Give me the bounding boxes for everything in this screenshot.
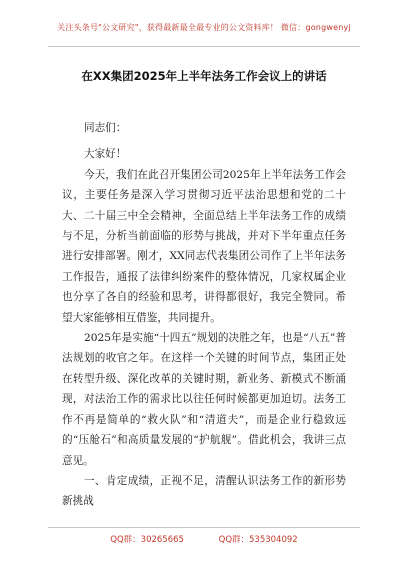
paragraph-1: 今天，我们在此召开集团公司2025年上半年法务工作会议，主要任务是深入学习贯彻习近平法治思想和党的二十大、二十届三中全会精神，全面总结上半年法务工作的成绩与不足，分析当前面临的形势与挑战，并对下半年重点任务进行安排部署。刚才，XX同志代表集团公司作了上半年法务工作报告，通报了法律纠纷案件的整体情况，几家权属企业也分享了各自的经验和思考，讲得都很好，我完全赞同。希望大家能够相互借鉴，共同提升。 (62, 168, 346, 324)
header-banner: 关注头条号"公文研究"，获得最新最全最专业的公文资料库！ 微信：gongwenyj (57, 23, 351, 32)
document-body (62, 118, 346, 512)
salutation: 同志们： (84, 122, 127, 134)
footer (0, 533, 408, 545)
section-heading-1: 一、肯定成绩，正视不足，清醒认识法务工作的新形势新挑战 (62, 474, 346, 508)
footer-qq-group-1: QQ群：30265665 (110, 535, 184, 545)
paragraph-2: 2025年是实施“十四五”规划的决胜之年，也是“八五”普法规划的收官之年。在这样一个关键的时间节点，集团正处在转型升级、深化改革的关键时期，新业务、新模式不断涌现，对法治工作的需求比以往任何时候都更加迫切。法务工作不再是简单的“救火队”和“清道夫”，而是企业行稳致远的“压舱石”和高质量发展的“护航舰”。借此机会，我讲三点意见。 (62, 332, 346, 467)
greeting: 大家好！ (84, 148, 127, 161)
document-title: 在XX集团2025年上半年法务工作会议上的讲话 (81, 69, 327, 83)
footer-qq-group-2: QQ群：535304092 (218, 535, 298, 545)
header-divider (48, 46, 360, 47)
footer-divider (48, 527, 360, 528)
